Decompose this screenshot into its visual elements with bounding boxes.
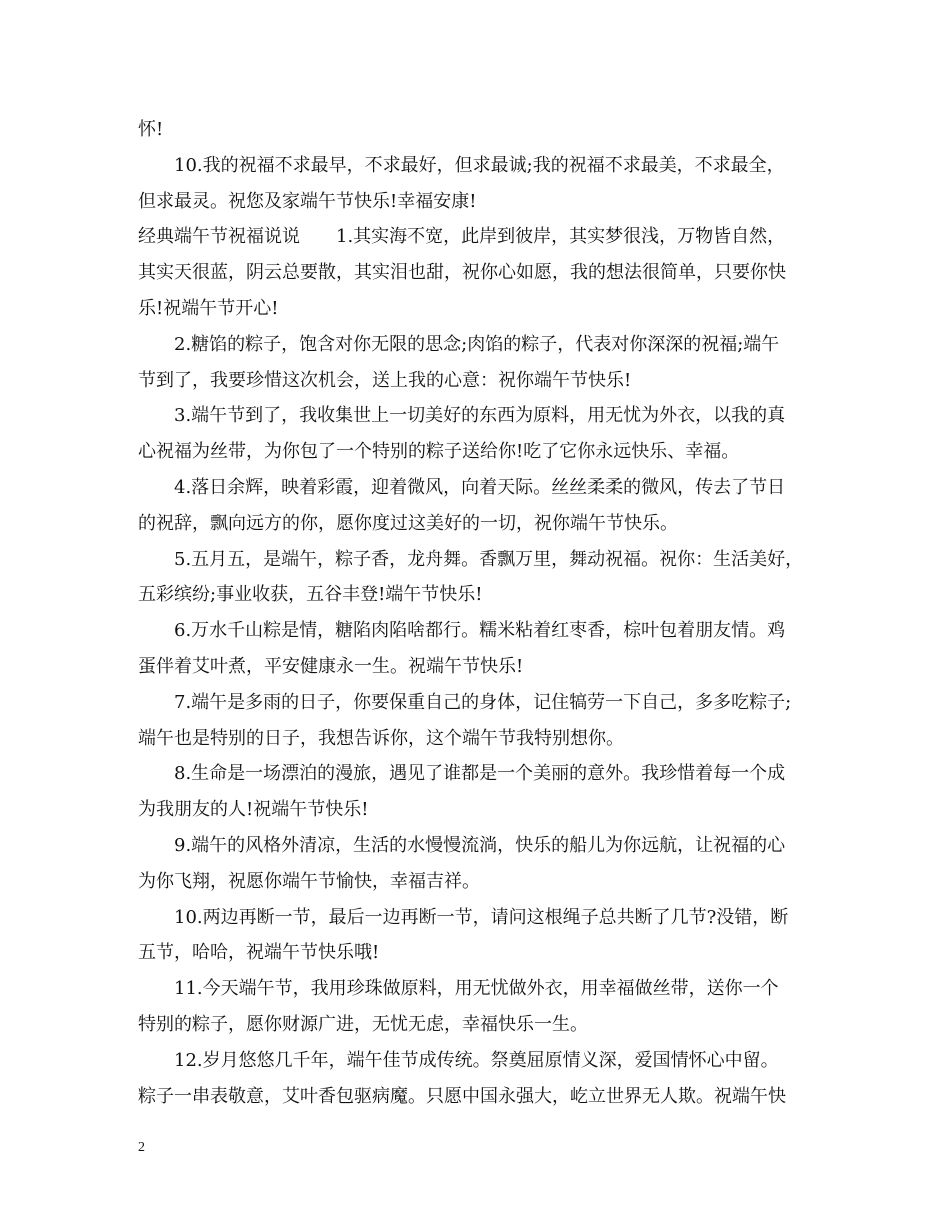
text-line: 心祝福为丝带，为你包了一个特别的粽子送给你!吃了它你永远快乐、幸福。 [138,441,740,463]
text-line: 蛋伴着艾叶煮，平安健康永一生。祝端午节快乐! [138,655,524,677]
text-line: 7.端午是多雨的日子，你要保重自己的身体，记住犒劳一下自己，多多吃粽子; [138,691,792,713]
text-line: 其实天很蓝，阴云总要散，其实泪也甜，祝你心如愿，我的想法很简单，只要你快 [138,262,786,284]
text-line: 3.端午节到了，我收集世上一切美好的东西为原料，用无忧为外衣，以我的真 [138,405,786,427]
text-line: 粽子一串表敬意，艾叶香包驱病魔。只愿中国永强大，屹立世界无人欺。祝端午快 [138,1085,786,1107]
text-line: 特别的粽子，愿你财源广进，无忧无虑，幸福快乐一生。 [138,1013,588,1035]
text-line: 为我朋友的人!祝端午节快乐! [138,799,369,821]
text-line: 为你飞翔，祝愿你端午节愉快，幸福吉祥。 [138,870,480,892]
text-line: 但求最灵。祝您及家端午节快乐!幸福安康! [138,190,477,212]
text-line: 2.糖馅的粽子，饱含对你无限的思念;肉馅的粽子，代表对你深深的祝福;端午 [138,333,780,355]
page-number: 2 [138,1140,145,1155]
text-line: 10.两边再断一节，最后一边再断一节，请问这根绳子总共断了几节?没错，断 [138,906,789,928]
text-line: 乐!祝端午节开心! [138,297,279,319]
text-line: 怀! [138,119,164,140]
text-line: 5.五月五，是端午，粽子香，龙舟舞。香飘万里，舞动祝福。祝你：生活美好， [138,548,804,570]
text-line: 的祝辞，飘向远方的你，愿你度过这美好的一切，祝你端午节快乐。 [138,512,678,534]
text-line: 8.生命是一场漂泊的漫旅，遇见了谁都是一个美丽的意外。我珍惜着每一个成 [138,763,786,785]
text-line: 五彩缤纷;事业收获，五谷丰登!端午节快乐! [138,584,483,606]
text-line: 节到了，我要珍惜这次机会，送上我的心意：祝你端午节快乐! [138,369,632,391]
text-line: 经典端午节祝福说说 1.其实海不宽，此岸到彼岸，其实梦很浅，万物皆自然， [138,226,786,248]
body-text [138,112,814,1114]
text-line: 12.岁月悠悠几千年，端午佳节成传统。祭奠屈原情义深，爱国情怀心中留。 [138,1049,779,1071]
text-line: 11.今天端午节，我用珍珠做原料，用无忧做外衣，用幸福做丝带，送你一个 [138,978,779,1000]
text-line: 4.落日余辉，映着彩霞，迎着微风，向着天际。丝丝柔柔的微风，传去了节日 [138,476,786,498]
text-line: 9.端午的风格外清凉，生活的水慢慢流淌，快乐的船儿为你远航，让祝福的心 [138,834,786,856]
text-line: 五节，哈哈，祝端午节快乐哦! [138,942,380,964]
text-line: 端午也是特别的日子，我想告诉你，这个端午节我特别想你。 [138,727,624,749]
text-line: 10.我的祝福不求最早，不求最好，但求最诚;我的祝福不求最美，不求最全， [138,154,785,176]
text-line: 6.万水千山粽是情，糖陷肉陷啥都行。糯米粘着红枣香，棕叶包着朋友情。鸡 [138,620,786,642]
